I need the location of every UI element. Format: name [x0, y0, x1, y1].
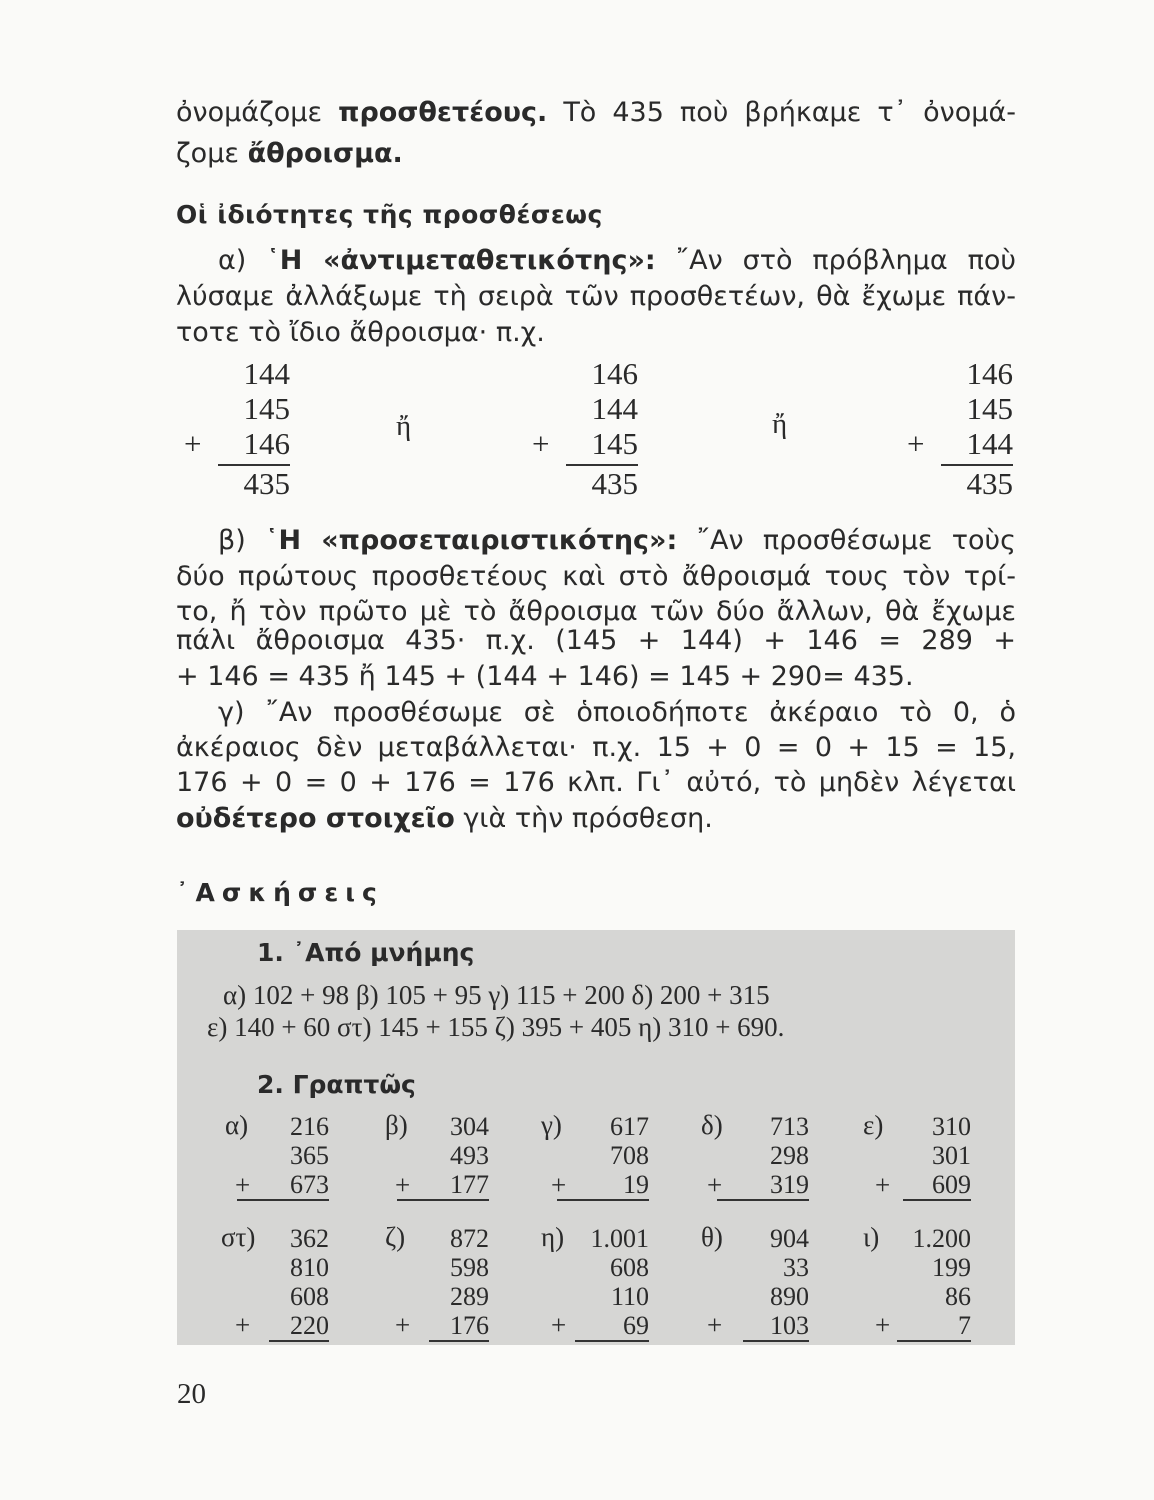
- prop-c-line-1: γ) ῎Αν προσθέσωμε σὲ ὁποιοδήποτε ἀκέραιο τὸ 0, ὁ: [218, 697, 1016, 728]
- exercise-label: στ): [221, 1222, 256, 1252]
- prop-a-line-1: α) ῾Η «ἀντιμεταθετικότης»: ῎Αν στὸ πρόβλημα ποὺ: [218, 245, 1016, 276]
- exercise-label: δ): [701, 1110, 723, 1140]
- prop-b-line-2: δύο πρώτους προσθετέους καὶ στὸ ἄθροισμά τους τὸν τρί-: [176, 561, 1016, 592]
- exercise-label: ζ): [385, 1222, 406, 1252]
- exercise-label: β): [385, 1110, 408, 1140]
- prop-c-line-2: ἀκέραιος δὲν μεταβάλλεται· π.χ. 15 + 0 = 0 + 15 = 15,: [176, 732, 1016, 763]
- written-heading: 2. Γραπτῶς: [257, 1070, 416, 1099]
- exercise-label: γ): [541, 1110, 562, 1140]
- written-exercise-i: 1.200 199 86 7: [897, 1224, 971, 1342]
- prop-c-line-4: οὐδέτερο στοιχεῖο γιὰ τὴν πρόσθεση.: [176, 803, 713, 834]
- or-word-1: ἤ: [396, 410, 412, 442]
- oral-heading: 1. ᾿Από μνήμης: [257, 938, 475, 967]
- commutative-example-3: 146 145 144 + 435: [907, 356, 1013, 501]
- intro-line-1: ὀνομάζομε προσθετέους. Τὸ 435 ποὺ βρήκαμε τ᾿ ὀνομά-: [176, 97, 1016, 128]
- exercises-heading: ᾿Ασκήσεις: [176, 878, 384, 907]
- prop-c-line-3: 176 + 0 = 0 + 176 = 176 κλπ. Γι᾿ αὐτό, τὸ μηδὲν λέγεται: [176, 767, 1016, 798]
- exercise-label: η): [541, 1222, 565, 1252]
- prop-b-line-5: + 146 = 435 ἤ 145 + (144 + 146) = 145 + 290= 435.: [176, 661, 914, 692]
- written-exercise-z: 872 598 289 176: [429, 1224, 489, 1342]
- properties-heading: Οἱ ἰδιότητες τῆς προσθέσεως: [176, 200, 603, 229]
- prop-b-line-1: β) ῾Η «προσεταιριστικότης»: ῎Αν προσθέσωμε τοὺς: [218, 525, 1016, 556]
- written-exercise-e: 310 301 609: [903, 1112, 971, 1201]
- page-number: 20: [177, 1378, 206, 1410]
- prop-a-line-3: τοτε τὸ ἴδιο ἄθροισμα· π.χ.: [176, 317, 545, 348]
- exercise-label: ι): [863, 1222, 880, 1252]
- written-exercise-a: 216 365 673: [237, 1112, 329, 1201]
- prop-a-line-2: λύσαμε ἀλλάξωμε τὴ σειρὰ τῶν προσθετέων, θὰ ἔχωμε πάν-: [176, 281, 1016, 312]
- oral-row-2: ε) 140 + 60 στ) 145 + 155 ζ) 395 + 405 η) 310 + 690.: [207, 1012, 785, 1042]
- intro-line-2: ζομε ἄθροισμα.: [176, 138, 403, 169]
- written-exercise-th: 904 33 890 103: [743, 1224, 809, 1342]
- exercises-box: 1. ᾿Από μνήμης α) 102 + 98 β) 105 + 95 γ) 115 + 200 δ) 200 + 315 ε) 140 + 60 στ) 145 + 155 ζ) 395 + 405 η) 310 + 690. 2. Γραπτῶς α) 216 365 673 + β) 304 493 177 + γ) 617 708 19 + δ) 713 298 319 + ε) 310 301 609 + στ) 362 810 608 220 + ζ) 872 598 289 176 + η) 1.001 608 110 69 + θ) 904 33 890 103 + ι) 1.200 199 86 7 +: [177, 930, 1015, 1345]
- oral-row-1: α) 102 + 98 β) 105 + 95 γ) 115 + 200 δ) 200 + 315: [223, 980, 770, 1010]
- exercise-label: θ): [701, 1222, 723, 1252]
- written-exercise-c: 617 708 19: [557, 1112, 649, 1201]
- prop-b-line-3: το, ἤ τὸν πρῶτο μὲ τὸ ἄθροισμα τῶν δύο ἄλλων, θὰ ἔχωμε: [176, 596, 1016, 627]
- written-exercise-st: 362 810 608 220: [269, 1224, 329, 1342]
- commutative-example-1: 144 145 146 + 435: [184, 356, 290, 501]
- commutative-example-2: 146 144 145 + 435: [532, 356, 638, 501]
- exercise-label: ε): [863, 1110, 884, 1140]
- written-exercise-b: 304 493 177: [397, 1112, 489, 1201]
- written-exercise-d: 713 298 319: [717, 1112, 809, 1201]
- exercise-label: α): [225, 1110, 249, 1140]
- or-word-2: ἤ: [772, 408, 788, 440]
- written-exercise-h: 1.001 608 110 69: [575, 1224, 649, 1342]
- prop-b-line-4: πάλι ἄθροισμα 435· π.χ. (145 + 144) + 146 = 289 +: [176, 625, 1016, 656]
